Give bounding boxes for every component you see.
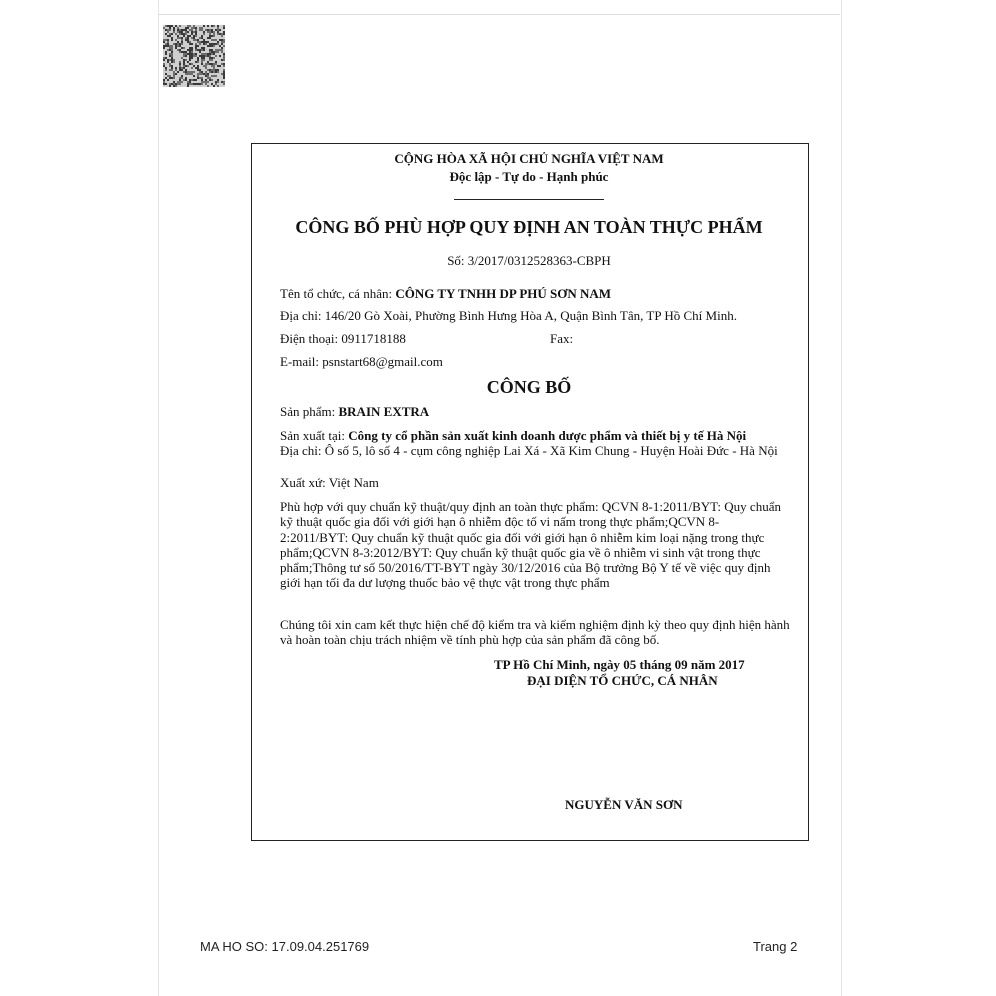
organization-phone: Điện thoại: 0911718188 — [280, 331, 406, 346]
organization-email: E-mail: psnstart68@gmail.com — [280, 354, 443, 369]
product-line — [280, 404, 429, 420]
commitment-paragraph: Chúng tôi xin cam kết thực hiện chế độ kiểm tra và kiểm nghiệm định kỳ theo quy định hiện hành và hoàn toàn chịu trách nhiệm về tính phù hợp của sản phẩm đã công bố. — [280, 617, 790, 648]
document-number: Số: 3/2017/0312528363-CBPH — [447, 253, 611, 268]
organization-name-label: Tên tổ chức, cá nhân: — [280, 286, 393, 301]
signature-place-date: TP Hồ Chí Minh, ngày 05 tháng 09 năm 2017 — [494, 657, 745, 672]
organization-address: Địa chỉ: 146/20 Gò Xoài, Phường Bình Hưng Hòa A, Quận Bình Tân, TP Hồ Chí Minh. — [280, 308, 737, 323]
page-top-edge — [158, 14, 840, 15]
conformity-paragraph: Phù hợp với quy chuẩn kỹ thuật/quy định an toàn thực phẩm: QCVN 8-1:2011/BYT: Quy chuẩn kỹ thuật quốc gia đối với giới hạn ô nhiễm độc tố vi nấm trong thực phẩm;QCVN 8-2:2011/BYT: Quy chuẩn kỹ thuật quốc gia đối với giới hạn ô nhiễm kim loại nặng trong thực phẩm;QCVN 8-3:2012/BYT: Quy chuẩn kỹ thuật quốc gia về ô nhiễm vi sinh vật trong thực phẩm;Thông tư số 50/2016/TT-BYT ngày 30/12/2016 của Bộ trưởng Bộ Y tế về việc quy định giới hạn tối đa dư lượng thuốc bảo vệ thực vật trong thực phẩm — [280, 499, 781, 591]
signature-representative: ĐẠI DIỆN TỔ CHỨC, CÁ NHÂN — [527, 673, 718, 688]
product-name: BRAIN EXTRA — [338, 404, 430, 419]
document-title: CÔNG BỐ PHÙ HỢP QUY ĐỊNH AN TOÀN THỰC PHẨM — [295, 217, 763, 237]
file-code: MA HO SO: 17.09.04.251769 — [200, 939, 370, 954]
manufacturer-name: Công ty cổ phần sản xuất kinh doanh dược phẩm và thiết bị y tế Hà Nội — [348, 428, 747, 443]
qr-code — [163, 25, 225, 87]
manufacturer-label: Sản xuất tại: — [280, 428, 345, 443]
nation-heading: CỘNG HÒA XÃ HỘI CHỦ NGHĨA VIỆT NAM — [394, 151, 664, 166]
product-label: Sản phẩm: — [280, 404, 336, 419]
heading-underline — [454, 199, 604, 200]
manufacturer-line — [280, 428, 746, 444]
organization-name-value: CÔNG TY TNHH DP PHÚ SƠN NAM — [395, 286, 612, 301]
organization-name-line — [280, 286, 611, 302]
manufacturer-address: Địa chỉ: Ô số 5, lô số 4 - cụm công nghiệp Lai Xá - Xã Kim Chung - Huyện Hoài Đức - Hà Nội — [280, 443, 778, 458]
signatory-name: NGUYỄN VĂN SƠN — [565, 797, 683, 812]
document-frame — [251, 143, 809, 841]
organization-fax: Fax: — [550, 331, 574, 346]
section-title: CÔNG BỐ — [486, 377, 572, 397]
page-number: Trang 2 — [753, 939, 798, 954]
motto-heading: Độc lập - Tự do - Hạnh phúc — [449, 169, 609, 184]
product-origin: Xuất xứ: Việt Nam — [280, 475, 379, 490]
